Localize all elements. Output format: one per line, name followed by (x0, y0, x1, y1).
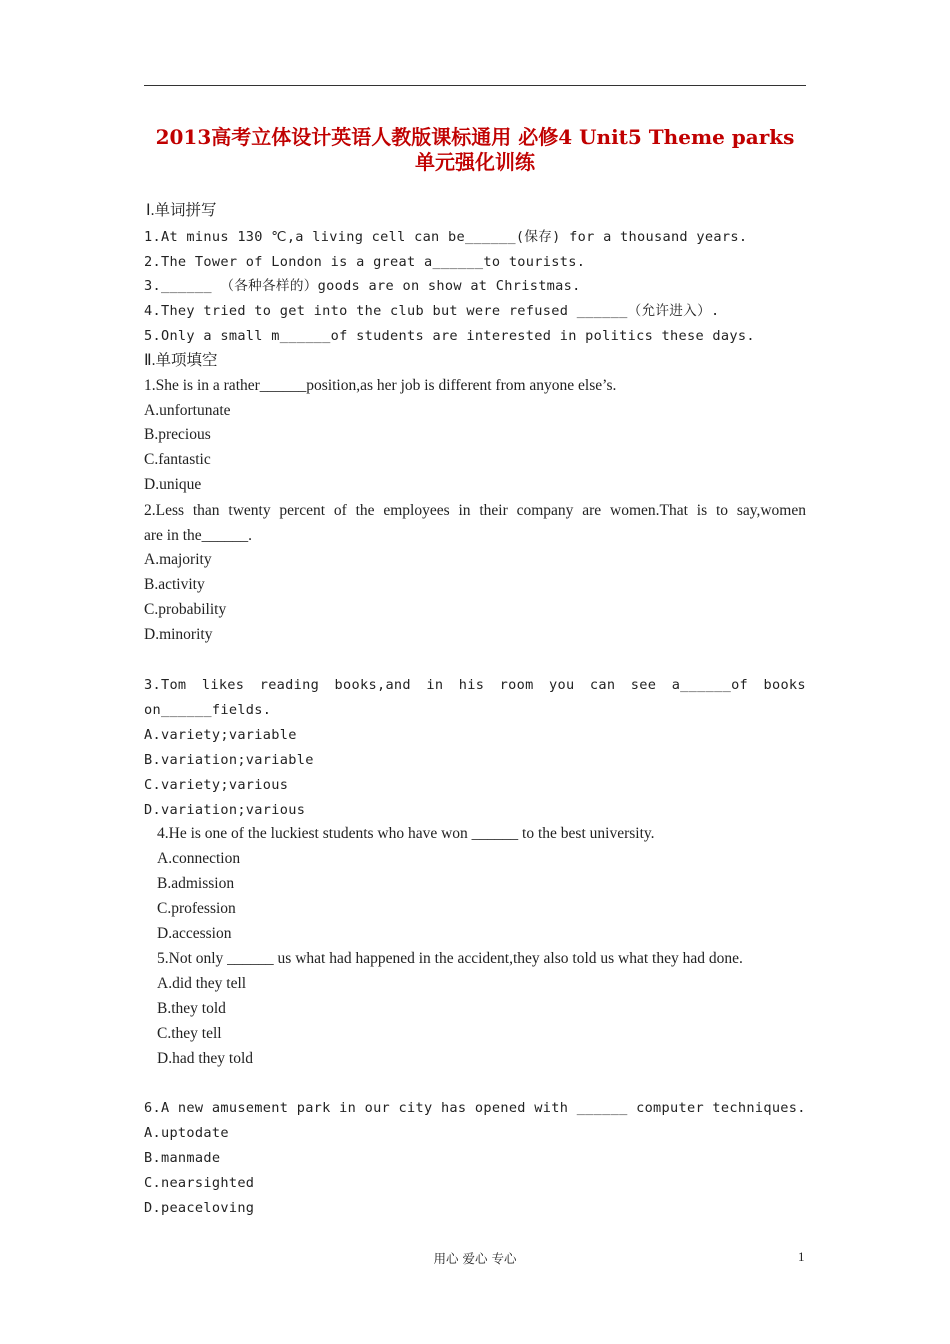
page-number: 1 (798, 1249, 805, 1264)
spelling-q4: 4.They tried to get into the club but were refused ______（允许进入）. (144, 303, 720, 319)
choice-q4-option-c: C.profession (157, 900, 236, 917)
word: their (479, 502, 508, 519)
choice-q1-option-d: D.unique (144, 476, 202, 493)
document-title: 2013高考立体设计英语人教版课标通用 必修4 Unit5 Theme parks (155, 125, 795, 149)
word: can (589, 677, 616, 693)
choice-q3-option-a: A.variety;variable (144, 727, 297, 743)
choice-q3-option-c: C.variety;various (144, 777, 289, 793)
choice-q5-option-b: B.they told (157, 1000, 226, 1017)
spelling-q3: 3.______ （各种各样的）goods are on show at Christmas. (144, 278, 581, 294)
choice-q3-option-b: B.variation;variable (144, 752, 314, 768)
choice-q2-option-a: A.majority (144, 551, 212, 568)
section1-heading: Ⅰ.单词拼写 (146, 202, 217, 219)
word: the (355, 502, 375, 519)
choice-q3-option-d: D.variation;various (144, 802, 306, 818)
choice-q3-stem-line2: on______fields. (144, 702, 272, 718)
header-rule (144, 85, 806, 86)
choice-q2-option-c: C.probability (144, 601, 227, 618)
choice-q5-option-d: D.had they told (157, 1050, 253, 1067)
choice-q2-option-b: B.activity (144, 576, 205, 593)
word: room (499, 677, 534, 693)
choice-q2-stem-line1 (144, 501, 806, 521)
choice-q1-option-c: C.fantastic (144, 451, 211, 468)
word: in (458, 502, 471, 519)
word: of (333, 502, 347, 519)
spelling-q1: 1.At minus 130 ℃,a living cell can be______(保存) for a thousand years. (144, 229, 748, 245)
choice-q6-option-b: B.manmade (144, 1150, 221, 1166)
choice-q1-option-a: A.unfortunate (144, 402, 231, 419)
word: his (458, 677, 485, 693)
word: you (549, 677, 575, 693)
word: books (763, 677, 806, 693)
choice-q4-option-a: A.connection (157, 850, 241, 867)
choice-q5-option-c: C.they tell (157, 1025, 222, 1042)
word: a______of (671, 677, 749, 693)
word: percent (279, 502, 326, 519)
word: are (582, 502, 602, 519)
document-subtitle: 单元强化训练 (415, 150, 535, 174)
word: 2.Less (144, 502, 185, 519)
choice-q5-stem: 5.Not only ______ us what had happened in the accident,they also told us what they had done. (157, 950, 743, 967)
section2-heading: Ⅱ.单项填空 (144, 352, 218, 369)
word: twenty (228, 502, 271, 519)
word: than (192, 502, 220, 519)
choice-q2-option-d: D.minority (144, 626, 213, 643)
spelling-q5: 5.Only a small m______of students are interested in politics these days. (144, 328, 755, 344)
choice-q5-option-a: A.did they tell (157, 975, 247, 992)
spelling-q2: 2.The Tower of London is a great a______to tourists. (144, 254, 586, 270)
word: to (715, 502, 728, 519)
word: 3.Tom (144, 677, 187, 693)
choice-q6-option-a: A.uptodate (144, 1125, 229, 1141)
word: reading (259, 677, 320, 693)
word: company (516, 502, 574, 519)
word: books,and (334, 677, 411, 693)
word: in (426, 677, 444, 693)
choice-q4-stem: 4.He is one of the luckiest students who have won ______ to the best university. (157, 825, 655, 842)
word: is (696, 502, 708, 519)
word: women.That (610, 502, 688, 519)
choice-q4-option-b: B.admission (157, 875, 235, 892)
choice-q6-option-c: C.nearsighted (144, 1175, 255, 1191)
footer-text: 用心 爱心 专心 (433, 1251, 517, 1266)
word: say,women (736, 502, 806, 519)
choice-q6-option-d: D.peaceloving (144, 1200, 255, 1216)
word: employees (383, 502, 450, 519)
choice-q1-option-b: B.precious (144, 426, 211, 443)
word: see (630, 677, 657, 693)
choice-q6-stem: 6.A new amusement park in our city has opened with ______ computer techniques. (144, 1100, 806, 1116)
choice-q4-option-d: D.accession (157, 925, 232, 942)
choice-q3-stem-line1 (144, 675, 806, 695)
choice-q1-stem: 1.She is in a rather______position,as her job is different from anyone else’s. (144, 377, 617, 394)
choice-q2-stem-line2: are in the______. (144, 527, 253, 544)
word: likes (201, 677, 245, 693)
